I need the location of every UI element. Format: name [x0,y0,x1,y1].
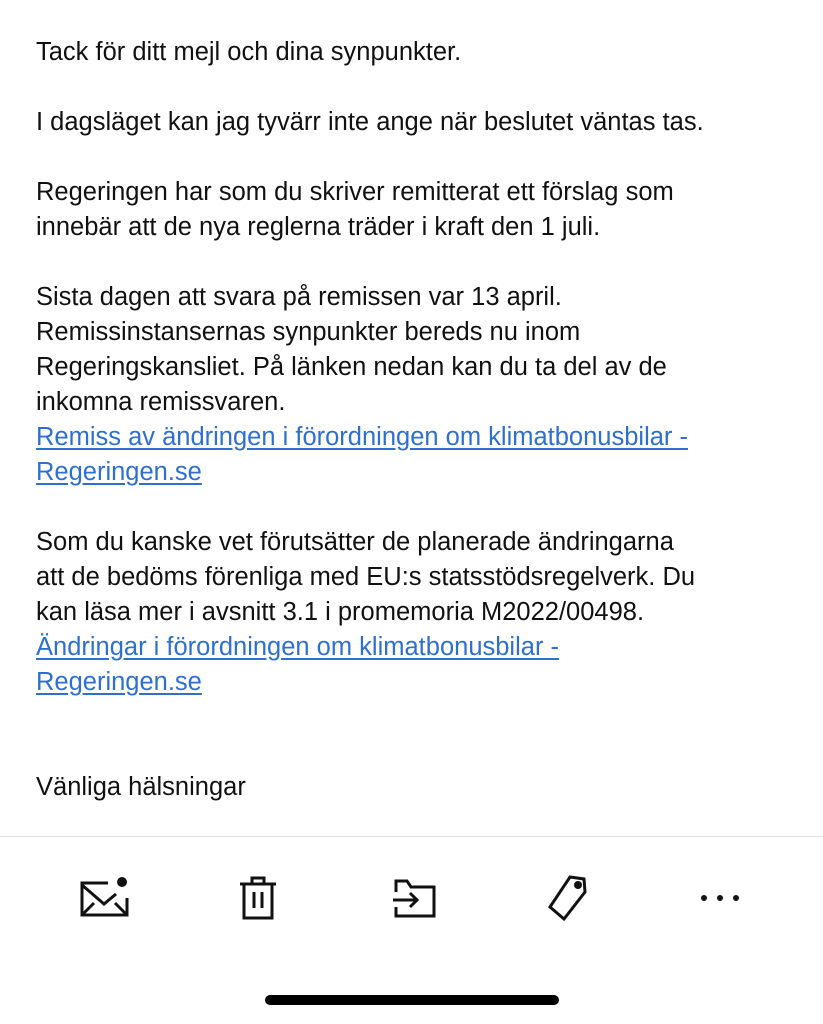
closing [36,770,816,805]
home-indicator[interactable] [265,995,559,1005]
text-line: inkomna remissvaren. [36,388,286,416]
tag-icon [540,872,592,924]
paragraph [36,35,816,70]
toolbar-divider [0,836,823,837]
text-line: kan läsa mer i avsnitt 3.1 i promemoria M2022/00498. [36,598,645,626]
mark-unread-icon [76,876,132,920]
trash-icon [236,874,280,922]
text-line: I dagsläget kan jag tyvärr inte ange när beslutet väntas tas. [36,108,704,136]
link-line[interactable]: Ändringar i förordningen om klimatbonusbilar - [36,633,560,661]
text-line: Sista dagen att svara på remissen var 13 april. [36,283,562,311]
more-button[interactable] [688,866,752,930]
text-line: Regeringen har som du skriver remitterat ett förslag som [36,178,674,206]
message-body [36,35,816,840]
closing-text: Vänliga hälsningar [36,773,246,801]
link-line[interactable]: Regeringen.se [36,458,202,486]
move-to-folder-icon [386,874,438,922]
paragraph [36,175,816,245]
text-line: att de bedöms förenliga med EU:s statsstödsregelverk. Du [36,563,696,591]
more-icon [698,892,742,904]
tag-button[interactable] [534,866,598,930]
text-line: innebär att de nya reglerna träder i kraft den 1 juli. [36,213,601,241]
link-line[interactable]: Regeringen.se [36,668,202,696]
move-button[interactable] [380,866,444,930]
delete-button[interactable] [226,866,290,930]
remiss-link[interactable] [36,420,816,490]
text-line: Tack för ditt mejl och dina synpunkter. [36,38,462,66]
mark-unread-button[interactable] [72,866,136,930]
text-line: Som du kanske vet förutsätter de planerade ändringarna [36,528,674,556]
text-line: Remissinstansernas synpunkter bereds nu inom [36,318,581,346]
paragraph [36,105,816,140]
link-line[interactable]: Remiss av ändringen i förordningen om klimatbonusbilar - [36,423,688,451]
bottom-toolbar [0,866,823,930]
text-line: Regeringskansliet. På länken nedan kan du ta del av de [36,353,667,381]
paragraph [36,280,816,490]
paragraph [36,525,816,700]
andringar-link[interactable] [36,630,816,700]
